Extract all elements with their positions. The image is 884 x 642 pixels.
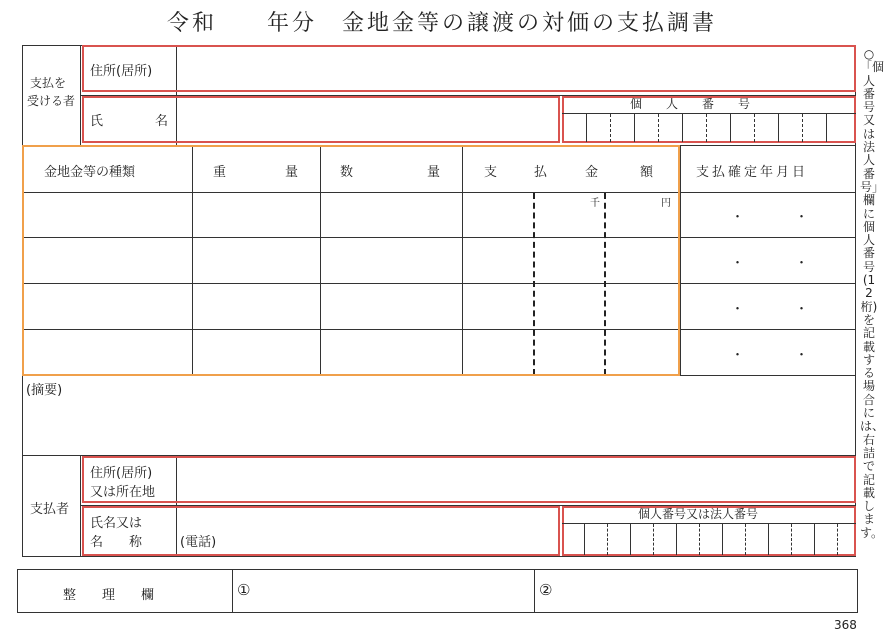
admin-label: 整 理 欄 [63, 588, 155, 603]
recipient-name-label-1: 氏 [90, 114, 104, 129]
date-separator: ・ [795, 302, 809, 317]
unit-thousand: 千 [590, 198, 600, 209]
admin-field-1[interactable] [255, 571, 531, 611]
recipient-section-label-1: 支払を [30, 76, 67, 90]
admin-divider-1 [232, 569, 233, 613]
date-separator: ・ [731, 256, 745, 271]
recipient-address-field[interactable] [82, 45, 856, 92]
payer-name-label-2: 名 称 [90, 535, 143, 550]
recipient-individual-number-label: 個 人 番 号 [630, 97, 751, 111]
payer-address-field[interactable] [82, 456, 856, 503]
summary-label: (摘要) [26, 383, 63, 398]
date-separator: ・ [795, 210, 809, 225]
admin-mark-2: ② [539, 581, 553, 599]
transaction-table-highlight[interactable] [22, 145, 680, 376]
payer-name-field[interactable] [82, 506, 560, 556]
form-code: 368 [834, 618, 857, 632]
date-separator: ・ [795, 348, 809, 363]
header-amount-2: 払 [534, 165, 548, 180]
header-quantity-2: 量 [427, 165, 441, 180]
header-amount-4: 額 [640, 165, 654, 180]
date-separator: ・ [731, 210, 745, 225]
date-separator: ・ [731, 302, 745, 317]
header-weight-2: 量 [285, 165, 299, 180]
unit-yen: 円 [661, 198, 671, 209]
payer-address-label-1: 住所(居所) [90, 466, 153, 481]
side-note: ○「個人番号又は法人番号」欄に個人番号(12桁)を記載する場合には、右詰で記載します。 [860, 47, 884, 540]
recipient-section-label-2: 受ける者 [27, 94, 76, 108]
header-amount-3: 金 [585, 165, 599, 180]
payer-label-divider [80, 455, 81, 557]
form-title: 令和 年分 金地金等の譲渡の対価の支払調書 [166, 11, 717, 36]
header-weight-1: 重 [213, 165, 227, 180]
header-amount-1: 支 [484, 165, 498, 180]
summary-field[interactable] [24, 395, 854, 455]
admin-mark-1: ① [237, 581, 251, 599]
recipient-name-field[interactable] [82, 96, 560, 143]
payer-name-label-1: 氏名又は [90, 516, 143, 531]
recipient-number-header-line [562, 113, 856, 114]
header-payment-date: 支払確定年月日 [696, 165, 809, 180]
recipient-name-label-2: 名 [155, 114, 169, 129]
header-quantity-1: 数 [340, 165, 354, 180]
admin-divider-2 [534, 569, 535, 613]
table-col-line-4 [680, 145, 681, 375]
recipient-address-label: 住所(居所) [90, 64, 153, 79]
date-separator: ・ [731, 348, 745, 363]
payer-phone-label: (電話) [180, 535, 217, 550]
payer-number-label: 個人番号又は法人番号 [638, 507, 759, 521]
header-type: 金地金等の種類 [44, 165, 136, 180]
payer-address-label-2: 又は所在地 [90, 485, 156, 500]
date-separator: ・ [795, 256, 809, 271]
payer-section-label: 支払者 [30, 502, 70, 517]
admin-field-2[interactable] [557, 571, 855, 611]
